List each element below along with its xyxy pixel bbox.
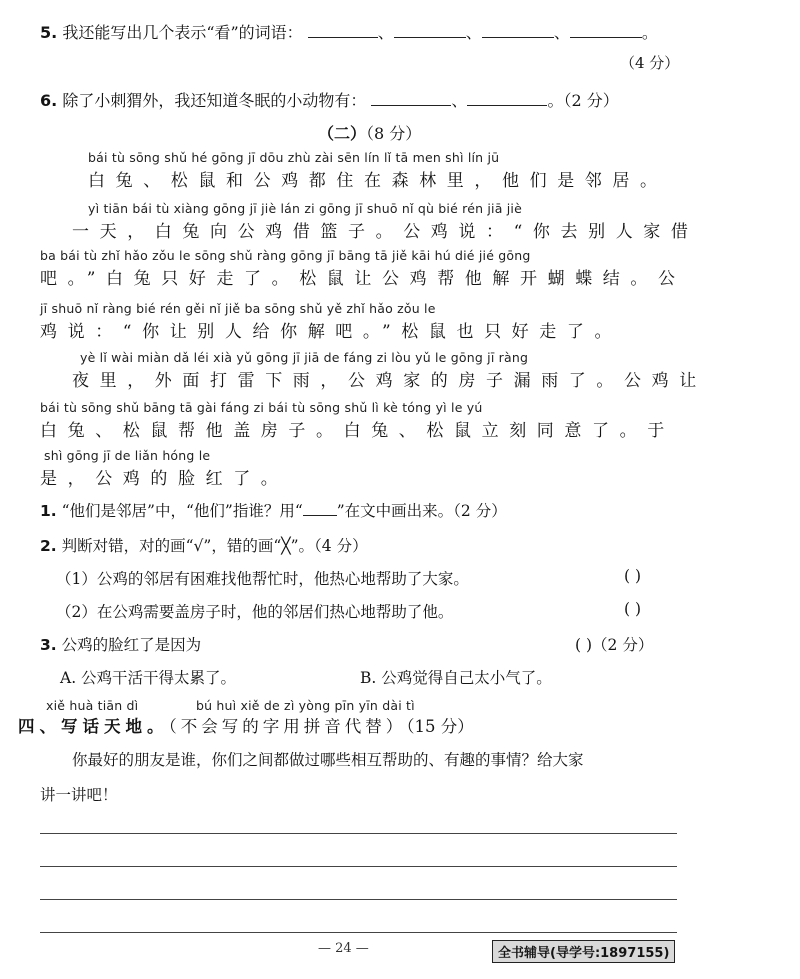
pinyin-line: ba bái tù zhǐ hǎo zǒu le sōng shǔ ràng gōng jī bāng tā jiě kāi hú dié jié gōng — [40, 248, 531, 263]
pinyin-line: yì tiān bái tù xiàng gōng jī jiè lán zi gōng jī shuō nǐ qù bié rén jiā jiè — [88, 201, 522, 216]
question-5-score: （4 分） — [620, 54, 680, 72]
answer-blank[interactable] — [371, 91, 451, 106]
question-score: 。（2 分） — [547, 91, 619, 110]
separator: 、 — [465, 23, 482, 42]
question-text: 除了小刺猬外，我还知道冬眠的小动物有： — [62, 91, 367, 110]
section-title: 四、写话天地。 — [18, 717, 169, 736]
question-text: ”在文中画出来。（2 分） — [336, 502, 507, 520]
passage-line: 一天，白兔向公鸡借篮子。公鸡说：“你去别人家借 — [72, 222, 699, 242]
question-5 — [40, 20, 658, 43]
part-2-label: （二） — [318, 124, 367, 143]
section-score: （15 分） — [406, 717, 474, 736]
answer-blank[interactable] — [482, 23, 554, 38]
underline-sample — [303, 505, 337, 516]
passage-line: 白兔、松鼠和公鸡都住在森林里，他们是邻居。 — [88, 171, 668, 191]
choice-answer[interactable] — [575, 633, 653, 655]
separator: 、 — [377, 23, 394, 42]
writing-line[interactable] — [40, 932, 677, 933]
pinyin-line: bái tù sōng shǔ bāng tā gài fáng zi bái tù sōng shǔ lì kè tóng yì le yú — [40, 400, 483, 415]
pinyin-line: jī shuō nǐ ràng bié rén gěi nǐ jiě ba sōng shǔ yě zhǐ hǎo zǒu le — [40, 301, 436, 316]
answer-blank[interactable] — [570, 23, 642, 38]
writing-line[interactable] — [40, 866, 677, 867]
question-text: “他们是邻居”中，“他们”指谁？用“ — [61, 502, 303, 520]
pinyin-line: bú huì xiě de zì yòng pīn yīn dài tì — [196, 698, 415, 713]
question-number: 5. — [40, 23, 58, 42]
writing-line[interactable] — [40, 833, 677, 834]
footer-label: 全书辅导(导学号:1897155) — [492, 940, 675, 963]
answer-blank[interactable] — [467, 91, 547, 106]
separator: 、 — [553, 23, 570, 42]
section-note: （不会写的字用拼音代替） — [168, 717, 407, 736]
pinyin-line: bái tù sōng shǔ hé gōng jī dōu zhù zài sēn lín lǐ tā men shì lín jū — [88, 150, 500, 165]
sub-question-3 — [40, 633, 201, 655]
question-number: 2. — [40, 537, 57, 555]
pinyin-line: yè lǐ wài miàn dǎ léi xià yǔ gōng jī jiā de fáng zi lòu yǔ le gōng jī ràng — [80, 350, 529, 365]
section-4-heading — [18, 713, 474, 737]
question-score: （2 分） — [592, 636, 654, 654]
question-number: 6. — [40, 91, 58, 110]
question-text: 公鸡的脸红了是因为 — [61, 636, 202, 654]
passage-line: 吧。”白兔只好走了。松鼠让公鸡帮他解开蝴蝶结。公 — [40, 269, 686, 289]
passage-line: 鸡说：“你让别人给你解吧。”松鼠也只好走了。 — [40, 322, 623, 342]
sub-question-2 — [40, 534, 368, 556]
period: 。 — [641, 23, 658, 42]
part-2-score: （8 分） — [366, 124, 422, 143]
answer-paren[interactable]: ( ) — [575, 636, 593, 654]
judgement-item-2: （2）在公鸡需要盖房子时，他的邻居们热心地帮助了他。 — [56, 603, 454, 621]
question-number: 1. — [40, 502, 57, 520]
passage-line: 夜里，外面打雷下雨，公鸡家的房子漏雨了。公鸡让 — [72, 371, 707, 391]
question-6 — [40, 88, 619, 111]
question-number: 3. — [40, 636, 57, 654]
judgement-answer-2[interactable]: ( ) — [624, 600, 642, 618]
option-b[interactable]: B. 公鸡觉得自己太小气了。 — [360, 669, 552, 687]
option-a[interactable]: A. 公鸡干活干得太累了。 — [60, 669, 237, 687]
answer-blank[interactable] — [308, 23, 378, 38]
separator: 、 — [451, 91, 468, 110]
sub-question-1 — [40, 499, 507, 521]
judgement-answer-1[interactable]: ( ) — [624, 567, 642, 585]
question-text: 我还能写出几个表示“看”的词语： — [62, 23, 303, 42]
writing-line[interactable] — [40, 899, 677, 900]
writing-prompt: 你最好的朋友是谁，你们之间都做过哪些相互帮助的、有趣的事情？给大家 — [72, 751, 584, 769]
question-text: 判断对错，对的画“√”，错的画“╳”。（4 分） — [61, 537, 368, 555]
judgement-item-1: （1）公鸡的邻居有困难找他帮忙时，他热心地帮助了大家。 — [56, 570, 469, 588]
answer-blank[interactable] — [394, 23, 466, 38]
writing-prompt: 讲一讲吧！ — [40, 786, 118, 804]
page-number: — 24 — — [318, 941, 369, 956]
pinyin-line: shì gōng jī de liǎn hóng le — [44, 448, 211, 463]
passage-line: 白兔、松鼠帮他盖房子。白兔、松鼠立刻同意了。于 — [40, 421, 675, 441]
passage-line: 是，公鸡的脸红了。 — [40, 469, 289, 489]
part-2-heading — [318, 121, 421, 144]
pinyin-line: xiě huà tiān dì — [46, 698, 139, 713]
